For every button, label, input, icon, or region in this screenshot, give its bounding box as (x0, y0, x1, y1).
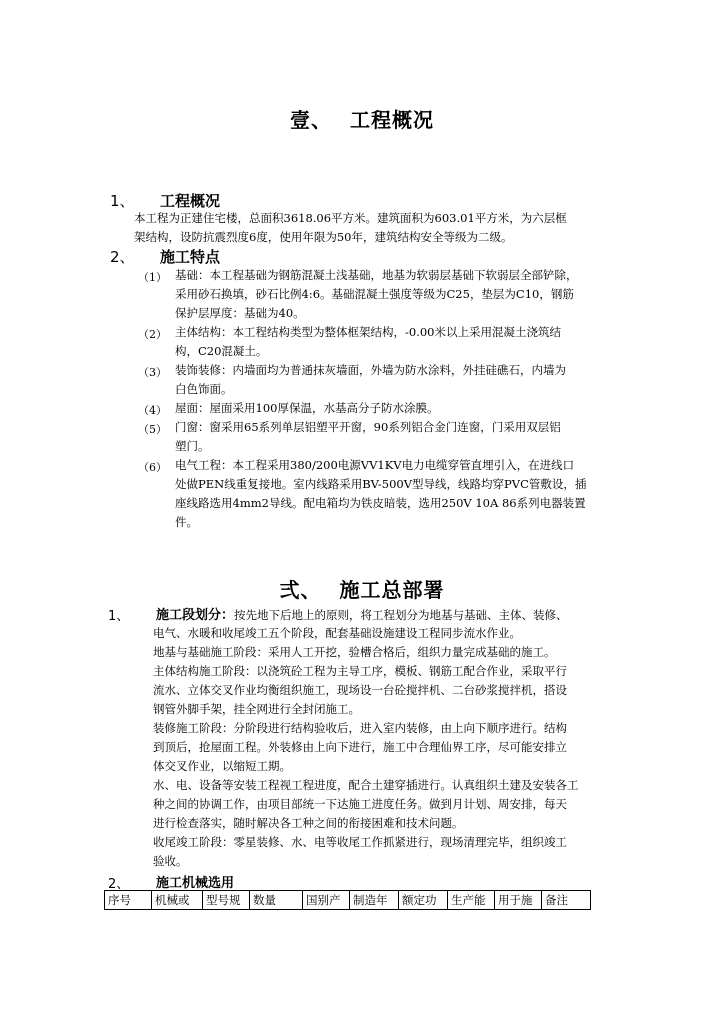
item-number: （4） (138, 404, 167, 417)
table-header-cell: 备注 (542, 891, 591, 910)
section-title: 工程概况 (160, 192, 221, 210)
item-number: （3） (138, 366, 167, 379)
paragraph-line: 主体结构施工阶段：以浇筑砼工程为主导工序，模板、钢筋工配合作业，采取平行 (153, 664, 567, 678)
item-line: 构，C20混凝土。 (175, 344, 268, 358)
paragraph-line: 电气、水暖和收尾竣工五个阶段，配套基础设施建设工程同步流水作业。 (153, 626, 521, 640)
part1-heading (0, 104, 724, 133)
table-header-cell: 用于施 (495, 891, 542, 910)
section-heading (110, 190, 410, 210)
table-header-row (105, 891, 591, 910)
table-header-cell: 机械或 (152, 891, 203, 910)
item-line: 屋面：屋面采用100厚保温，水基高分子防水涂膜。 (175, 401, 439, 415)
table-header-cell: 制造年 (350, 891, 399, 910)
section-number: 1、 (108, 609, 130, 624)
paragraph-line: 到顶后，抢屋面工程。外装修由上向下进行，施工中合理仙界工序，尽可能安排立 (153, 740, 567, 754)
item-line: 装饰装修：内墙面均为普通抹灰墙面，外墙为防水涂料，外挂硅礁石，内墙为 (175, 363, 566, 377)
section-number: 2、 (110, 248, 135, 266)
item-line: 保护层厚度：基础为40。 (175, 306, 305, 320)
item-line: 座线路选用4mm2导线。配电箱均为铁皮暗装，选用250V 10A 86系列电器装置 (175, 496, 586, 510)
paragraph-line: 装修施工阶段：分阶段进行结构验收后，进入室内装修，由上向下顺序进行。结构 (153, 721, 567, 735)
item-line: 塑门。 (175, 439, 210, 453)
item-line: 基础：本工程基础为钢筋混凝土浅基础，地基为软弱层基础下软弱层全部铲除， (175, 268, 578, 282)
paragraph-line: 流水、立体交叉作业均衡组织施工，现场设一台砼搅拌机、二台砂浆搅拌机，搭设 (153, 683, 567, 697)
machinery-table (104, 890, 591, 910)
section-heading (110, 246, 410, 266)
section-number: 1、 (110, 192, 135, 210)
part2-number: 弍、 (279, 578, 322, 602)
paragraph-line: 验收。 (153, 854, 188, 868)
paragraph-line: 地基与基础施工阶段：采用人工开挖，验槽合格后，组织力量完成基础的施工。 (153, 645, 556, 659)
table-header-cell: 额定功 (399, 891, 448, 910)
part1-title: 工程概况 (350, 108, 434, 132)
item-line: 电气工程：本工程采用380/200电源VV1KV电力电缆穿管直埋引入，在进线口 (175, 458, 575, 472)
paragraph-line: 收尾竣工阶段：零星装修、水、电等收尾工作抓紧进行，现场清理完毕，组织竣工 (153, 835, 567, 849)
item-number: （1） (138, 271, 167, 284)
paragraph-line: 本工程为正建住宅楼，总面积3618.06平方米。建筑面积为603.01平方米，为六层框 (134, 211, 567, 225)
item-line: 处做PEN线重复接地。室内线路采用BV-500V型导线，线路均穿PVC管敷设，插 (175, 477, 587, 491)
section-title: 施工机械选用 (156, 876, 235, 891)
part2-heading (0, 574, 724, 603)
table-header-cell: 国别产 (303, 891, 350, 910)
paragraph-line: 体交叉作业，以缩短工期。 (153, 759, 291, 773)
item-line: 主体结构：本工程结构类型为整体框架结构，-0.00米以上采用混凝土浇筑结 (175, 325, 561, 339)
paragraph-line: 架结构，设防抗震烈度6度，使用年限为50年，建筑结构安全等级为二级。 (134, 230, 513, 244)
section-number: 2、 (108, 877, 130, 892)
paragraph-line: 按先地下后地上的原则，将工程划分为地基与基础、主体、装修、 (234, 608, 568, 622)
item-number: （5） (138, 423, 167, 436)
item-line: 门窗：窗采用65系列单层铝塑平开窗，90系列铝合金门连窗，门采用双层铝 (175, 420, 561, 434)
table-header-cell: 型号规 (203, 891, 250, 910)
section-title: 施工段划分： (156, 608, 235, 623)
item-line: 件。 (175, 515, 198, 529)
table-header-cell: 数量 (250, 891, 303, 910)
item-line: 白色饰面。 (175, 382, 233, 396)
part1-number: 壹、 (290, 108, 332, 132)
paragraph-line: 钢管外脚手架，挂全网进行全封闭施工。 (153, 702, 360, 716)
paragraph-line: 进行检查落实，随时解决各工种之间的衔接困难和技术问题。 (153, 816, 464, 830)
item-line: 采用砂石换填，砂石比例4:6。基础混凝土强度等级为C25，垫层为C10，钢筋 (175, 287, 574, 301)
section-title: 施工特点 (160, 248, 221, 266)
paragraph-line: 种之间的协调工作，由项目部统一下达施工进度任务。做到月计划、周安排，每天 (153, 797, 567, 811)
item-number: （2） (138, 328, 167, 341)
table-header-cell: 生产能 (448, 891, 495, 910)
part2-title: 施工总部署 (339, 578, 445, 602)
item-number: （6） (138, 461, 167, 474)
table-header-cell: 序号 (105, 891, 152, 910)
section-first-line (156, 604, 568, 623)
paragraph-line: 水、电、设备等安装工程视工程进度，配合土建穿插进行。认真组织土建及安装各工 (153, 778, 579, 792)
